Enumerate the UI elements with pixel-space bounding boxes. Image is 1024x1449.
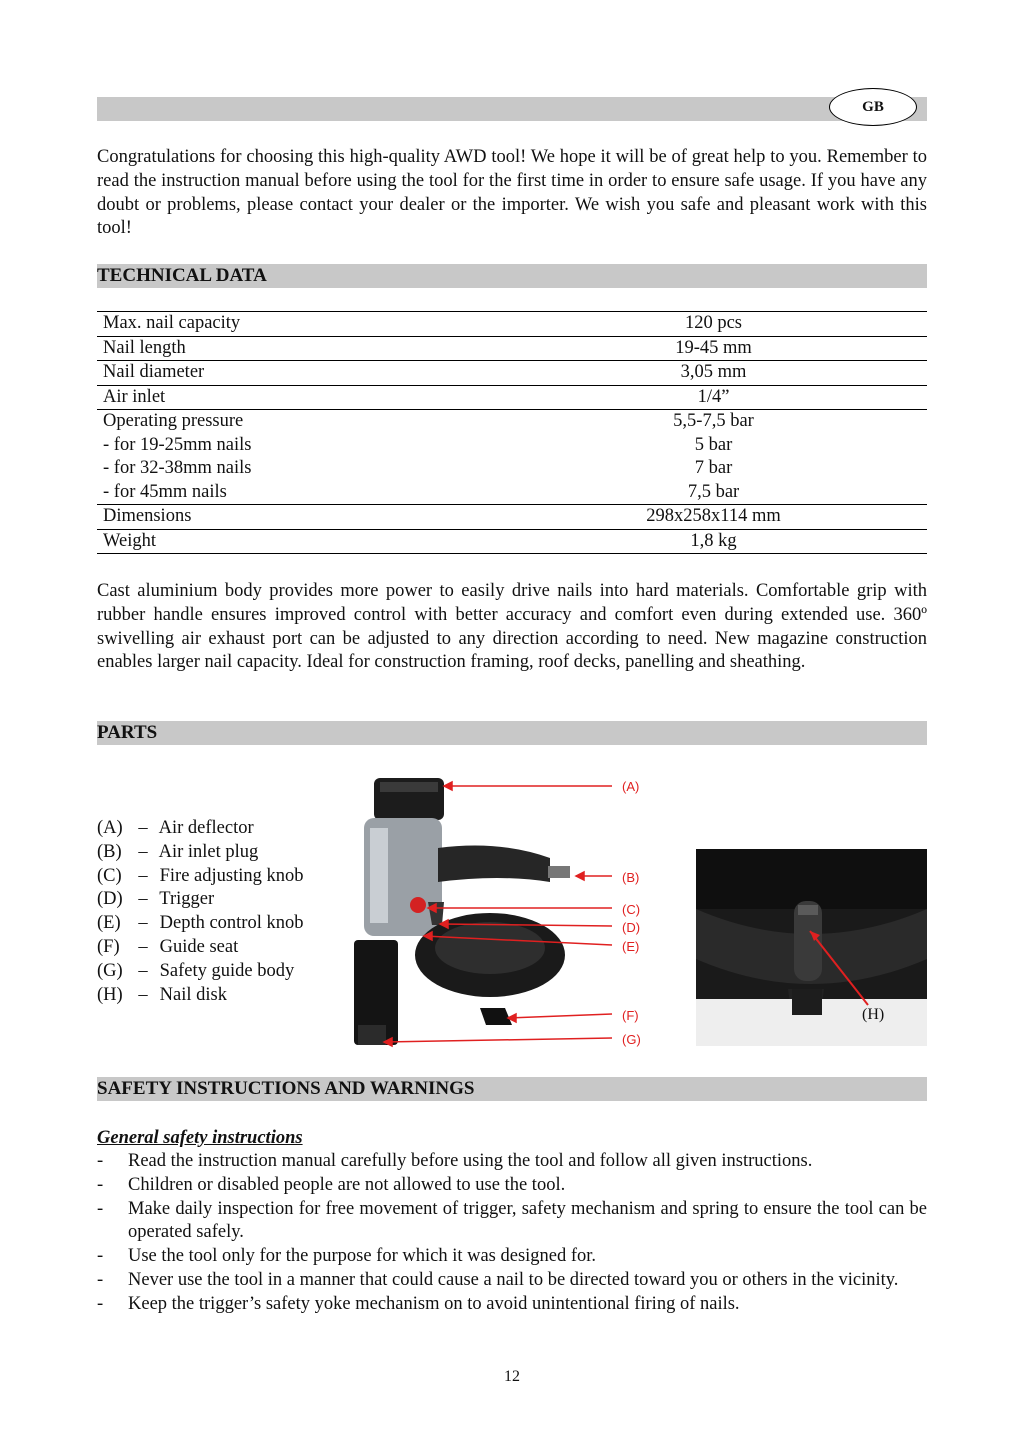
list-item <box>97 936 304 960</box>
part-dash: – <box>138 889 148 910</box>
bullet-marker: - <box>97 1174 104 1195</box>
spec-label: Dimensions <box>97 505 500 530</box>
list-item <box>97 1150 927 1174</box>
table-row <box>97 312 927 337</box>
spec-value: 5 bar <box>694 434 733 455</box>
part-dash: – <box>138 865 148 886</box>
spec-value: 1/4” <box>500 385 927 410</box>
part-code: (E) <box>97 913 121 934</box>
list-item <box>97 888 304 912</box>
spec-label: - for 45mm nails <box>103 481 227 502</box>
intro-paragraph: Congratulations for choosing this high-quality AWD tool! We hope it will be of great help to you. Remember to read the instruction manual before using the tool for the first time in order to ensure safe usage. If you have any doubt or problems, please contact your dealer or the importer. We wish you safe and pleasant work with this tool! <box>97 147 927 239</box>
spec-value: 5,5-7,5 bar <box>500 410 927 434</box>
safety-text: Keep the trigger’s safety yoke mechanism on to avoid unintentional firing of nails. <box>128 1293 740 1314</box>
safety-heading: SAFETY INSTRUCTIONS AND WARNINGS <box>97 1078 475 1099</box>
bullet-marker: - <box>97 1151 104 1171</box>
table-row <box>97 410 927 434</box>
bullet-marker: - <box>97 1246 104 1267</box>
part-code: (C) <box>97 865 122 886</box>
part-name: Nail disk <box>159 984 227 1005</box>
spec-value: 19-45 mm <box>500 336 927 361</box>
part-name: Safety guide body <box>159 960 295 981</box>
part-dash: – <box>138 960 148 981</box>
spec-label: Nail diameter <box>97 361 500 386</box>
callout-line-f <box>508 1014 612 1018</box>
safety-list <box>97 1150 927 1317</box>
spec-value: 3,05 mm <box>500 361 927 386</box>
table-row <box>97 434 927 458</box>
safety-text: Use the tool only for the purpose for which it was designed for. <box>128 1246 597 1267</box>
list-item <box>97 1198 927 1246</box>
safety-text: Children or disabled people are not allowed to use the tool. <box>128 1174 566 1195</box>
nailer-photo <box>340 770 660 1055</box>
fire-knob-shape <box>410 897 426 913</box>
spec-label: Max. nail capacity <box>97 312 500 337</box>
nail-disk-inset-photo <box>696 849 927 1046</box>
callout-g: (G) <box>622 1032 641 1047</box>
safety-text: Read the instruction manual carefully before using the tool and follow all given instructions. <box>128 1151 813 1171</box>
list-item <box>97 1245 927 1269</box>
callout-b: (B) <box>622 870 640 885</box>
table-row <box>97 505 927 530</box>
list-item <box>97 984 304 1008</box>
table-row <box>97 457 927 481</box>
parts-bar <box>97 721 927 745</box>
part-name: Air inlet plug <box>158 841 259 862</box>
part-code: (H) <box>97 984 123 1005</box>
grip-shape <box>438 846 550 882</box>
list-item <box>97 865 304 889</box>
page-number: 12 <box>504 1368 520 1385</box>
spec-value: 7,5 bar <box>687 481 740 502</box>
table-row <box>97 529 927 554</box>
spec-value: 120 pcs <box>500 312 927 337</box>
part-code: (D) <box>97 889 123 910</box>
table-row <box>97 481 927 505</box>
list-item <box>97 1269 927 1293</box>
part-name: Guide seat <box>159 936 239 957</box>
callout-c: (C) <box>622 902 641 917</box>
callout-h: (H) <box>862 1006 885 1023</box>
technical-data-heading: TECHNICAL DATA <box>97 265 267 286</box>
callout-line-g <box>384 1038 612 1042</box>
part-code: (G) <box>97 960 123 981</box>
part-code: (B) <box>97 841 122 862</box>
part-name: Fire adjusting knob <box>159 865 304 886</box>
table-row <box>97 385 927 410</box>
part-code: (A) <box>97 818 123 838</box>
spec-label: - for 32-38mm nails <box>103 458 252 478</box>
list-item <box>97 1293 927 1317</box>
list-item <box>97 841 304 865</box>
spec-label: Operating pressure <box>97 410 500 434</box>
table-row <box>97 361 927 386</box>
language-badge: GB <box>829 88 917 126</box>
bullet-marker: - <box>97 1198 104 1219</box>
spec-value: 7 bar <box>694 458 733 478</box>
safety-text: Never use the tool in a manner that could cause a nail to be directed toward you or others in the vicinity. <box>128 1269 899 1290</box>
parts-list <box>97 817 304 1007</box>
callout-d: (D) <box>622 920 641 935</box>
spec-label: - for 19-25mm nails <box>103 434 252 455</box>
part-dash: – <box>138 936 148 957</box>
description-paragraph: Cast aluminium body provides more power to easily drive nails into hard materials. Comfortable grip with rubber handle ensures improved control with better accuracy and comfort even during extended use. 360º swivelling air exhaust port can be adjusted to any direction according to need. New magazine construction enables larger nail capacity. Ideal for construction framing, roof decks, panelling and sheathing. <box>97 581 927 673</box>
header-bar <box>97 97 927 121</box>
spec-label: Weight <box>97 529 500 554</box>
part-dash: – <box>138 841 148 862</box>
bullet-marker: - <box>97 1293 104 1314</box>
part-name: Depth control knob <box>159 913 304 934</box>
spec-value: 298x258x114 mm <box>500 505 927 530</box>
bullet-marker: - <box>97 1269 104 1290</box>
list-item <box>97 960 304 984</box>
technical-data-table <box>97 311 927 554</box>
safety-subheading: General safety instructions <box>97 1128 303 1148</box>
spec-value: 1,8 kg <box>500 529 927 554</box>
parts-heading: PARTS <box>97 722 158 743</box>
list-item <box>97 912 304 936</box>
part-name: Air deflector <box>158 818 254 838</box>
list-item <box>97 817 304 841</box>
spec-label: Air inlet <box>97 385 500 410</box>
callout-e: (E) <box>622 939 640 954</box>
callout-a: (A) <box>622 779 640 794</box>
part-code: (F) <box>97 936 120 957</box>
part-dash: – <box>138 913 148 934</box>
part-dash: – <box>138 818 148 838</box>
callout-f: (F) <box>622 1008 639 1023</box>
table-row <box>97 336 927 361</box>
part-name: Trigger <box>159 889 215 910</box>
safety-text: Make daily inspection for free movement of trigger, safety mechanism and spring to ensure the tool can be operated safely. <box>128 1198 927 1243</box>
list-item <box>97 1174 927 1198</box>
spec-label: Nail length <box>97 336 500 361</box>
part-dash: – <box>138 984 148 1005</box>
